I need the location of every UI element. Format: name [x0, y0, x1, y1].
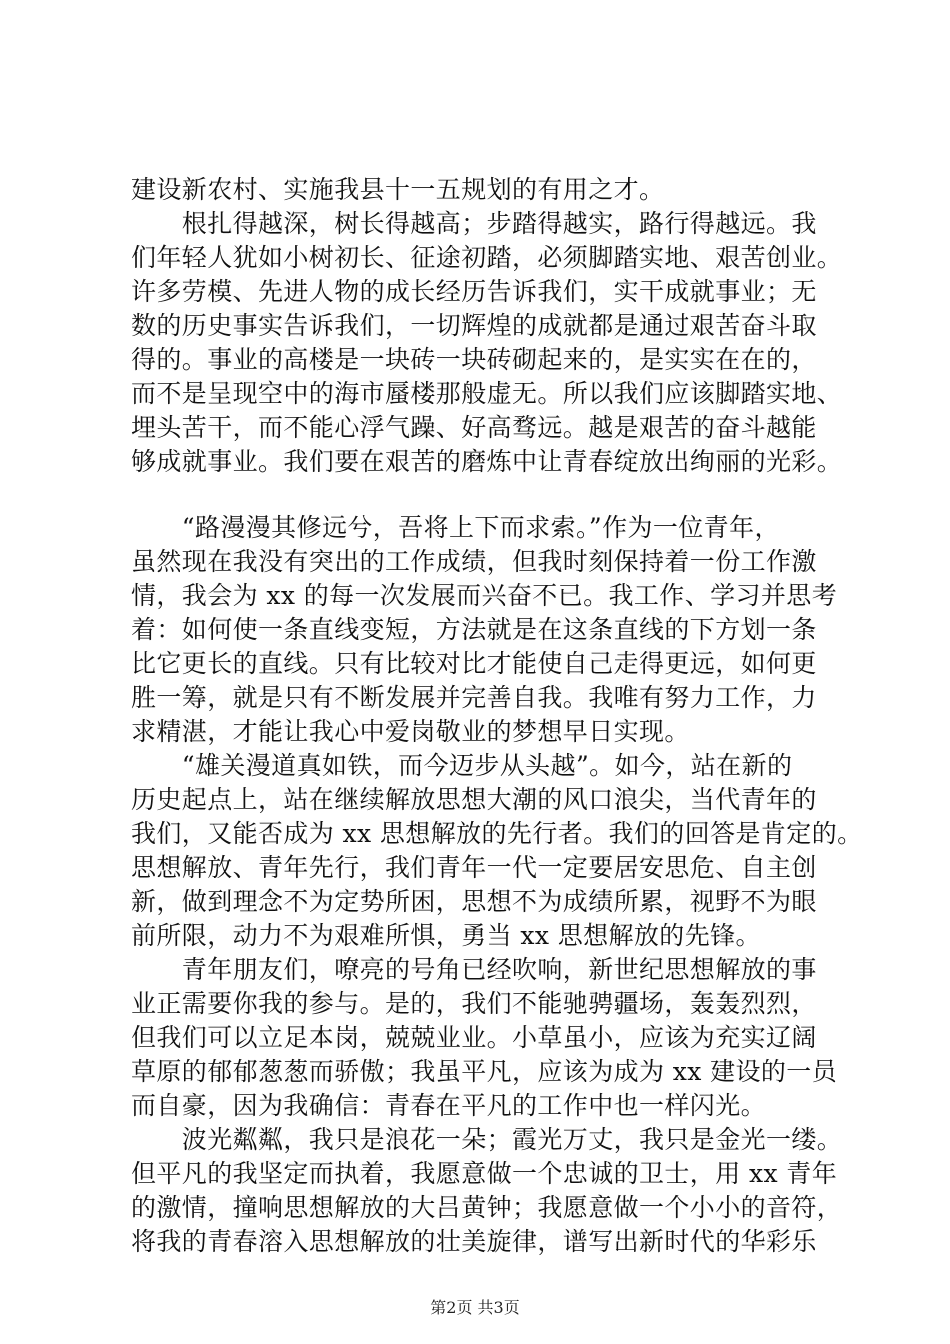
text-line: 青年朋友们，嘹亮的号角已经吹响，新世纪思想解放的事 — [131, 955, 817, 984]
text-line: 得的。事业的高楼是一块砖一块砖砌起来的，是实实在在的， — [131, 345, 817, 374]
text-line: 情，我会为 xx 的每一次发展而兴奋不已。我工作、学习并思考 — [131, 581, 838, 610]
text-line: 业正需要你我的参与。是的，我们不能驰骋疆场，轰轰烈烈， — [131, 989, 817, 1018]
text-line: 前所限，动力不为艰难所惧，勇当 xx 思想解放的先锋。 — [131, 921, 761, 950]
text-line: 数的历史事实告诉我们，一切辉煌的成就都是通过艰苦奋斗取 — [131, 311, 817, 340]
text-line: 波光粼粼，我只是浪花一朵；霞光万丈，我只是金光一缕。 — [131, 1125, 843, 1154]
text-line: 根扎得越深，树长得越高；步踏得越实，路行得越远。我 — [131, 209, 817, 238]
text-line: 胜一筹，就是只有不断发展并完善自我。我唯有努力工作，力 — [131, 683, 817, 712]
text-line: 们年轻人犹如小树初长、征途初踏，必须脚踏实地、艰苦创业。 — [131, 243, 843, 272]
text-line: 够成就事业。我们要在艰苦的磨炼中让青春绽放出绚丽的光彩。 — [131, 447, 843, 476]
text-line: 新，做到理念不为定势所困，思想不为成绩所累，视野不为眼 — [131, 887, 817, 916]
text-line: 埋头苦干，而不能心浮气躁、好高骛远。越是艰苦的奋斗越能 — [131, 413, 817, 442]
text-line: 但平凡的我坚定而执着，我愿意做一个忠诚的卫士，用 xx 青年 — [131, 1159, 838, 1188]
text-line: 建设新农村、实施我县十一五规划的有用之才。 — [131, 175, 665, 204]
page-number: 第2页 共3页 — [430, 1298, 520, 1317]
text-line: 思想解放、青年先行，我们青年一代一定要居安思危、自主创 — [131, 853, 817, 882]
text-line: 历史起点上，站在继续解放思想大潮的风口浪尖，当代青年的 — [131, 785, 817, 814]
text-line: 着：如何使一条直线变短，方法就是在这条直线的下方划一条 — [131, 615, 817, 644]
text-line: 将我的青春溶入思想解放的壮美旋律，谱写出新时代的华彩乐 — [131, 1227, 817, 1256]
text-line: 但我们可以立足本岗，兢兢业业。小草虽小，应该为充实辽阔 — [131, 1023, 817, 1052]
text-line: 许多劳模、先进人物的成长经历告诉我们，实干成就事业；无 — [131, 277, 817, 306]
text-line: 的激情，撞响思想解放的大吕黄钟；我愿意做一个小小的音符， — [131, 1193, 843, 1222]
text-line: 草原的郁郁葱葱而骄傲；我虽平凡，应该为成为 xx 建设的一员 — [131, 1057, 838, 1086]
text-line: 而自豪，因为我确信：青春在平凡的工作中也一样闪光。 — [131, 1091, 767, 1120]
text-line: 我们，又能否成为 xx 思想解放的先行者。我们的回答是肯定的。 — [131, 819, 863, 848]
text-line: “路漫漫其修远兮，吾将上下而求索。”作为一位青年， — [131, 513, 780, 542]
text-line: “雄关漫道真如铁，而今迈步从头越”。如今，站在新的 — [131, 751, 793, 780]
text-line: 而不是呈现空中的海市蜃楼那般虚无。所以我们应该脚踏实地、 — [131, 379, 843, 408]
text-line: 虽然现在我没有突出的工作成绩，但我时刻保持着一份工作激 — [131, 547, 817, 576]
text-line: 求精湛，才能让我心中爱岗敬业的梦想早日实现。 — [131, 717, 690, 746]
text-line: 比它更长的直线。只有比较对比才能使自己走得更远，如何更 — [131, 649, 817, 678]
